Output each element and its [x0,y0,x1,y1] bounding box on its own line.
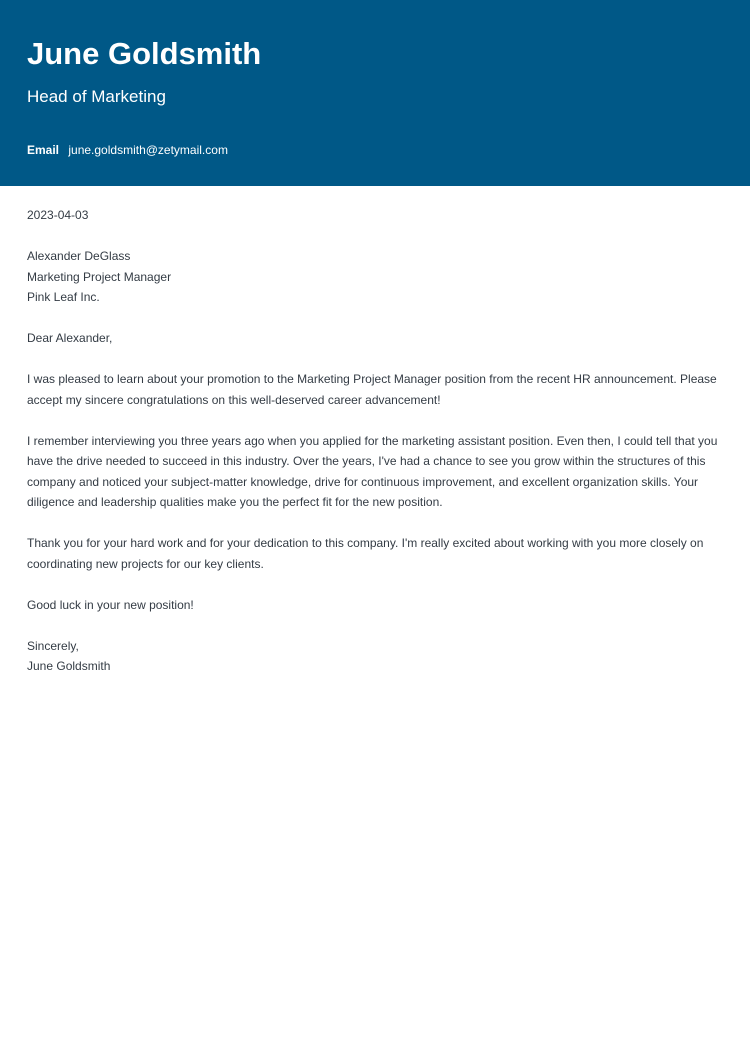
closing: Sincerely, [27,638,79,653]
recipient-name: Alexander DeGlass [27,249,131,263]
salutation: Dear Alexander, [27,331,113,345]
letter-header [0,0,750,186]
email-value: june.goldsmith@zetymail.com [68,143,228,157]
contact-info [27,142,228,158]
signature-name: June Goldsmith [27,659,111,673]
recipient-company: Pink Leaf Inc. [27,290,100,304]
closing-block [27,636,723,677]
paragraph: I was pleased to learn about your promotion to the Marketing Project Manager position from the recent HR announcement. Please accept my sincere congratulations on this well-deserved career advancement! [27,372,717,407]
recipient-block [27,246,723,308]
email-label: Email [27,143,60,157]
letter-body [27,205,723,697]
paragraph: Good luck in your new position! [27,597,194,612]
paragraph: Thank you for your hard work and for your dedication to this company. I'm really excited about working with you more closely on coordinating new projects for our key clients. [27,536,704,571]
author-name: June Goldsmith [27,36,262,71]
letter-date: 2023-04-03 [27,208,89,222]
author-job-title: Head of Marketing [27,87,166,106]
paragraph: I remember interviewing you three years ago when you applied for the marketing assistant position. Even then, I could tell that you have the drive needed to succeed in this industry. Over the years, I've had a chance to see you grow within the structures of this company and noticed your subject-matter knowledge, drive for continuous improvement, and excellent organization skills. Your diligence and leadership qualities make you the perfect fit for the new position. [27,433,718,509]
recipient-title: Marketing Project Manager [27,269,172,284]
